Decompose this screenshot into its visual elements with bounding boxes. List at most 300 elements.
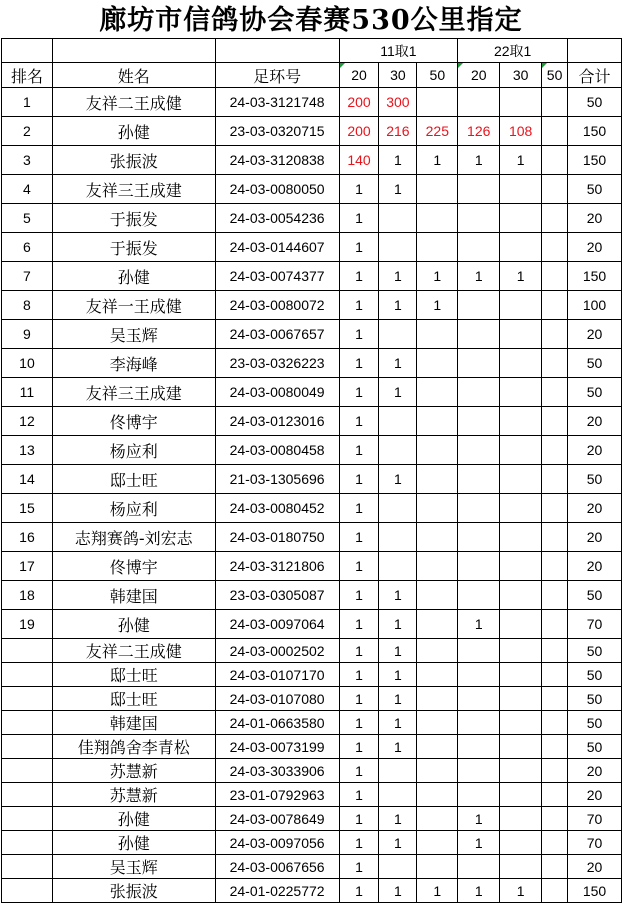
- g22-20-cell: 1: [458, 879, 500, 903]
- ring-number-cell: 24-03-0107080: [215, 687, 339, 711]
- total-cell: 50: [568, 663, 622, 687]
- table-row: [2, 233, 622, 262]
- table-row: [2, 378, 622, 407]
- name-cell: 邸士旺: [52, 465, 215, 494]
- g11-50-cell: [417, 610, 458, 639]
- g22-50-cell: [542, 175, 568, 204]
- rank-cell: 9: [2, 320, 53, 349]
- group-header-row: [2, 39, 622, 63]
- rank-cell: 16: [2, 523, 53, 552]
- total-cell: 50: [568, 88, 622, 117]
- rank-cell: [2, 783, 53, 807]
- g22-50-cell: [542, 735, 568, 759]
- total-cell: 50: [568, 711, 622, 735]
- g22-30-cell: [500, 783, 542, 807]
- g11-20-cell: 1: [339, 735, 379, 759]
- ring-number-cell: 23-01-0792963: [215, 783, 339, 807]
- g11-20-cell: 1: [339, 783, 379, 807]
- rank-cell: 4: [2, 175, 53, 204]
- g22-50-cell: [542, 262, 568, 291]
- g22-30-cell: [500, 807, 542, 831]
- g11-20-cell: 1: [339, 349, 379, 378]
- g11-30-cell: [379, 233, 417, 262]
- g11-20-cell: 200: [339, 88, 379, 117]
- g11-50-cell: 225: [417, 117, 458, 146]
- table-row: [2, 663, 622, 687]
- name-cell: 佟博宇: [52, 552, 215, 581]
- name-cell: 韩建国: [52, 581, 215, 610]
- table-row: [2, 146, 622, 175]
- g11-50-cell: [417, 759, 458, 783]
- g11-50-cell: [417, 807, 458, 831]
- rank-cell: 2: [2, 117, 53, 146]
- g22-30-cell: [500, 88, 542, 117]
- g22-30-cell: 1: [500, 262, 542, 291]
- g11-20-cell: 1: [339, 687, 379, 711]
- total-cell: 50: [568, 349, 622, 378]
- g22-20-cell: [458, 436, 500, 465]
- header-name: 姓名: [52, 63, 215, 88]
- table-row: [2, 552, 622, 581]
- g11-20-cell: 1: [339, 378, 379, 407]
- total-cell: 70: [568, 831, 622, 855]
- g22-50-cell: [542, 687, 568, 711]
- g22-30-cell: [500, 175, 542, 204]
- table-row: [2, 88, 622, 117]
- table-row: [2, 735, 622, 759]
- table-row: [2, 711, 622, 735]
- total-cell: 70: [568, 610, 622, 639]
- g11-50-cell: [417, 88, 458, 117]
- name-cell: 佳翔鸽舍李青松: [52, 735, 215, 759]
- g22-20-cell: [458, 349, 500, 378]
- g22-30-cell: [500, 349, 542, 378]
- name-cell: 志翔赛鸽-刘宏志: [52, 523, 215, 552]
- name-cell: 孙健: [52, 831, 215, 855]
- ring-number-cell: 24-01-0663580: [215, 711, 339, 735]
- header-11-30: 30: [379, 63, 417, 88]
- g11-30-cell: 1: [379, 291, 417, 320]
- table-row: [2, 855, 622, 879]
- g11-20-cell: 1: [339, 581, 379, 610]
- g22-20-cell: 1: [458, 831, 500, 855]
- g11-50-cell: [417, 436, 458, 465]
- g22-50-cell: [542, 523, 568, 552]
- g22-20-cell: [458, 465, 500, 494]
- ring-number-cell: 23-03-0326223: [215, 349, 339, 378]
- g11-50-cell: [417, 175, 458, 204]
- name-cell: 邸士旺: [52, 687, 215, 711]
- total-cell: 20: [568, 552, 622, 581]
- table-row: [2, 117, 622, 146]
- ring-number-cell: 24-03-0144607: [215, 233, 339, 262]
- rank-cell: 12: [2, 407, 53, 436]
- g22-30-cell: [500, 204, 542, 233]
- g11-30-cell: [379, 759, 417, 783]
- g22-20-cell: [458, 855, 500, 879]
- g11-30-cell: [379, 494, 417, 523]
- ring-number-cell: 23-03-0320715: [215, 117, 339, 146]
- g11-50-cell: [417, 687, 458, 711]
- name-cell: 友祥二王成健: [52, 88, 215, 117]
- rank-cell: 1: [2, 88, 53, 117]
- total-cell: 20: [568, 855, 622, 879]
- g22-20-cell: [458, 783, 500, 807]
- g22-50-cell: [542, 831, 568, 855]
- header-total: 合计: [568, 63, 622, 88]
- g22-30-cell: [500, 855, 542, 879]
- g22-20-cell: [458, 759, 500, 783]
- g11-30-cell: 1: [379, 687, 417, 711]
- g22-20-cell: [458, 204, 500, 233]
- g11-20-cell: 1: [339, 523, 379, 552]
- group-header-11: 11取1: [339, 39, 458, 63]
- g22-50-cell: [542, 291, 568, 320]
- name-cell: 杨应利: [52, 436, 215, 465]
- column-header-row: [2, 63, 622, 88]
- total-cell: 50: [568, 581, 622, 610]
- g22-20-cell: [458, 552, 500, 581]
- header-blank-cell: [2, 39, 53, 63]
- g11-20-cell: 1: [339, 759, 379, 783]
- g22-50-cell: [542, 581, 568, 610]
- table-row: [2, 759, 622, 783]
- g22-30-cell: [500, 291, 542, 320]
- g11-20-cell: 1: [339, 407, 379, 436]
- table-row: [2, 349, 622, 378]
- total-cell: 20: [568, 320, 622, 349]
- g22-50-cell: [542, 436, 568, 465]
- g11-20-cell: 200: [339, 117, 379, 146]
- g11-30-cell: 1: [379, 663, 417, 687]
- g11-50-cell: 1: [417, 262, 458, 291]
- g22-50-cell: [542, 663, 568, 687]
- g22-20-cell: [458, 735, 500, 759]
- g11-50-cell: [417, 581, 458, 610]
- g22-50-cell: [542, 88, 568, 117]
- g22-20-cell: [458, 320, 500, 349]
- g11-30-cell: 216: [379, 117, 417, 146]
- g11-20-cell: 1: [339, 494, 379, 523]
- table-row: [2, 523, 622, 552]
- ring-number-cell: 24-01-0225772: [215, 879, 339, 903]
- g22-30-cell: [500, 494, 542, 523]
- total-cell: 150: [568, 117, 622, 146]
- g22-30-cell: [500, 831, 542, 855]
- g22-20-cell: [458, 494, 500, 523]
- g22-20-cell: 1: [458, 807, 500, 831]
- g11-30-cell: 1: [379, 378, 417, 407]
- header-ring: 足环号: [215, 63, 339, 88]
- g11-50-cell: [417, 783, 458, 807]
- g22-50-cell: [542, 146, 568, 175]
- table-row: [2, 407, 622, 436]
- g22-30-cell: [500, 687, 542, 711]
- ring-number-cell: 24-03-0080452: [215, 494, 339, 523]
- table-row: [2, 262, 622, 291]
- g11-30-cell: [379, 436, 417, 465]
- table-row: [2, 175, 622, 204]
- name-cell: 友祥二王成健: [52, 639, 215, 663]
- header-11-20: 20: [339, 63, 379, 88]
- table-row: [2, 687, 622, 711]
- name-cell: 苏慧新: [52, 759, 215, 783]
- ring-number-cell: 24-03-0080049: [215, 378, 339, 407]
- g22-20-cell: [458, 291, 500, 320]
- g11-20-cell: 1: [339, 610, 379, 639]
- total-cell: 150: [568, 879, 622, 903]
- g11-20-cell: 1: [339, 320, 379, 349]
- g22-50-cell: [542, 378, 568, 407]
- header-rank: 排名: [2, 63, 53, 88]
- g11-50-cell: [417, 320, 458, 349]
- total-cell: 50: [568, 175, 622, 204]
- total-cell: 50: [568, 378, 622, 407]
- table-row: [2, 494, 622, 523]
- rank-cell: 3: [2, 146, 53, 175]
- rank-cell: [2, 879, 53, 903]
- rank-cell: 10: [2, 349, 53, 378]
- g22-50-cell: [542, 639, 568, 663]
- g11-20-cell: 1: [339, 175, 379, 204]
- g11-30-cell: [379, 783, 417, 807]
- g22-20-cell: [458, 687, 500, 711]
- rank-cell: 8: [2, 291, 53, 320]
- g11-50-cell: [417, 855, 458, 879]
- header-blank-cell: [52, 39, 215, 63]
- g22-20-cell: [458, 711, 500, 735]
- rank-cell: [2, 687, 53, 711]
- name-cell: 友祥三王成建: [52, 175, 215, 204]
- g11-30-cell: 1: [379, 879, 417, 903]
- g22-20-cell: [458, 581, 500, 610]
- ring-number-cell: 24-03-0002502: [215, 639, 339, 663]
- g11-30-cell: [379, 523, 417, 552]
- total-cell: 20: [568, 233, 622, 262]
- ring-number-cell: 23-03-0305087: [215, 581, 339, 610]
- g11-20-cell: 1: [339, 663, 379, 687]
- g11-30-cell: 1: [379, 146, 417, 175]
- g11-30-cell: 1: [379, 807, 417, 831]
- ring-number-cell: 24-03-0074377: [215, 262, 339, 291]
- g11-30-cell: [379, 320, 417, 349]
- table-row: [2, 320, 622, 349]
- g22-30-cell: 1: [500, 146, 542, 175]
- page-title: 廊坊市信鸽协会春赛530公里指定: [99, 5, 523, 36]
- name-cell: 苏慧新: [52, 783, 215, 807]
- g11-20-cell: 1: [339, 552, 379, 581]
- total-cell: 100: [568, 291, 622, 320]
- table-row: [2, 204, 622, 233]
- ring-number-cell: 24-03-0097064: [215, 610, 339, 639]
- name-cell: 杨应利: [52, 494, 215, 523]
- g22-20-cell: 1: [458, 610, 500, 639]
- g22-50-cell: [542, 855, 568, 879]
- header-11-50: 50: [417, 63, 458, 88]
- rank-cell: 17: [2, 552, 53, 581]
- table-row: [2, 581, 622, 610]
- rank-cell: [2, 663, 53, 687]
- g11-20-cell: 1: [339, 233, 379, 262]
- ring-number-cell: 24-03-0123016: [215, 407, 339, 436]
- total-cell: 20: [568, 204, 622, 233]
- g22-30-cell: [500, 581, 542, 610]
- g11-20-cell: 1: [339, 465, 379, 494]
- g11-20-cell: 1: [339, 807, 379, 831]
- rank-cell: 11: [2, 378, 53, 407]
- g11-30-cell: 1: [379, 711, 417, 735]
- rank-cell: [2, 639, 53, 663]
- g22-20-cell: 126: [458, 117, 500, 146]
- rank-cell: [2, 831, 53, 855]
- table-row: [2, 879, 622, 903]
- g11-20-cell: 1: [339, 855, 379, 879]
- total-cell: 50: [568, 687, 622, 711]
- g11-20-cell: 1: [339, 262, 379, 291]
- ring-number-cell: 24-03-3033906: [215, 759, 339, 783]
- g22-30-cell: [500, 759, 542, 783]
- group-header-22: 22取1: [458, 39, 568, 63]
- name-cell: 孙健: [52, 807, 215, 831]
- total-cell: 50: [568, 465, 622, 494]
- g22-20-cell: [458, 639, 500, 663]
- g22-50-cell: [542, 117, 568, 146]
- total-cell: 50: [568, 735, 622, 759]
- g22-20-cell: [458, 378, 500, 407]
- name-cell: 张振波: [52, 879, 215, 903]
- rank-cell: [2, 855, 53, 879]
- rank-cell: 18: [2, 581, 53, 610]
- g22-30-cell: [500, 233, 542, 262]
- ring-number-cell: 24-03-0054236: [215, 204, 339, 233]
- total-cell: 70: [568, 807, 622, 831]
- name-cell: 李海峰: [52, 349, 215, 378]
- g11-50-cell: [417, 552, 458, 581]
- name-cell: 吴玉辉: [52, 320, 215, 349]
- ring-number-cell: 24-03-0067657: [215, 320, 339, 349]
- name-cell: 于振发: [52, 204, 215, 233]
- g11-50-cell: [417, 204, 458, 233]
- g22-30-cell: [500, 436, 542, 465]
- g22-50-cell: [542, 320, 568, 349]
- total-cell: 150: [568, 262, 622, 291]
- g22-20-cell: [458, 88, 500, 117]
- name-cell: 孙健: [52, 262, 215, 291]
- g11-30-cell: 1: [379, 349, 417, 378]
- g22-30-cell: [500, 711, 542, 735]
- header-blank-cell: [215, 39, 339, 63]
- g22-50-cell: [542, 807, 568, 831]
- rank-cell: [2, 711, 53, 735]
- g11-20-cell: 140: [339, 146, 379, 175]
- name-cell: 佟博宇: [52, 407, 215, 436]
- g11-50-cell: [417, 831, 458, 855]
- total-cell: 20: [568, 523, 622, 552]
- table-row: [2, 436, 622, 465]
- g22-20-cell: [458, 175, 500, 204]
- g22-30-cell: [500, 320, 542, 349]
- g11-20-cell: 1: [339, 291, 379, 320]
- g11-20-cell: 1: [339, 831, 379, 855]
- rank-cell: 5: [2, 204, 53, 233]
- header-blank-cell: [568, 39, 622, 63]
- g11-50-cell: [417, 494, 458, 523]
- rank-cell: [2, 759, 53, 783]
- g22-30-cell: [500, 663, 542, 687]
- g22-20-cell: [458, 523, 500, 552]
- g11-50-cell: 1: [417, 879, 458, 903]
- g11-30-cell: [379, 407, 417, 436]
- g22-50-cell: [542, 711, 568, 735]
- total-cell: 50: [568, 639, 622, 663]
- g11-30-cell: 1: [379, 262, 417, 291]
- ring-number-cell: 24-03-3121748: [215, 88, 339, 117]
- name-cell: 于振发: [52, 233, 215, 262]
- g22-50-cell: [542, 610, 568, 639]
- g22-30-cell: [500, 639, 542, 663]
- rank-cell: 6: [2, 233, 53, 262]
- name-cell: 孙健: [52, 117, 215, 146]
- g11-50-cell: [417, 735, 458, 759]
- header-22-50: 50: [542, 63, 568, 88]
- g11-20-cell: 1: [339, 436, 379, 465]
- g11-30-cell: 1: [379, 581, 417, 610]
- ring-number-cell: 24-03-3121806: [215, 552, 339, 581]
- g22-20-cell: [458, 663, 500, 687]
- g11-30-cell: 300: [379, 88, 417, 117]
- g11-50-cell: [417, 711, 458, 735]
- g11-30-cell: 1: [379, 735, 417, 759]
- total-cell: 20: [568, 759, 622, 783]
- g22-50-cell: [542, 465, 568, 494]
- rank-cell: 7: [2, 262, 53, 291]
- g11-30-cell: 1: [379, 831, 417, 855]
- g22-30-cell: [500, 610, 542, 639]
- ring-number-cell: 24-03-3120838: [215, 146, 339, 175]
- total-cell: 20: [568, 783, 622, 807]
- g22-50-cell: [542, 204, 568, 233]
- g22-20-cell: [458, 233, 500, 262]
- g11-30-cell: [379, 552, 417, 581]
- rank-cell: 19: [2, 610, 53, 639]
- name-cell: 韩建国: [52, 711, 215, 735]
- g22-50-cell: [542, 759, 568, 783]
- g11-30-cell: 1: [379, 175, 417, 204]
- g11-50-cell: [417, 663, 458, 687]
- g11-50-cell: [417, 349, 458, 378]
- g22-30-cell: [500, 407, 542, 436]
- g11-50-cell: [417, 378, 458, 407]
- ring-number-cell: 24-03-0067656: [215, 855, 339, 879]
- g11-20-cell: 1: [339, 204, 379, 233]
- table-row: [2, 783, 622, 807]
- g22-50-cell: [542, 407, 568, 436]
- g22-20-cell: [458, 407, 500, 436]
- name-cell: 邸士旺: [52, 663, 215, 687]
- table-row: [2, 610, 622, 639]
- g22-30-cell: 108: [500, 117, 542, 146]
- rank-cell: [2, 735, 53, 759]
- total-cell: 20: [568, 436, 622, 465]
- g11-30-cell: 1: [379, 610, 417, 639]
- name-cell: 友祥一王成健: [52, 291, 215, 320]
- g11-50-cell: 1: [417, 146, 458, 175]
- table-row: [2, 639, 622, 663]
- g22-50-cell: [542, 879, 568, 903]
- g22-30-cell: [500, 465, 542, 494]
- g22-30-cell: [500, 735, 542, 759]
- total-cell: 20: [568, 407, 622, 436]
